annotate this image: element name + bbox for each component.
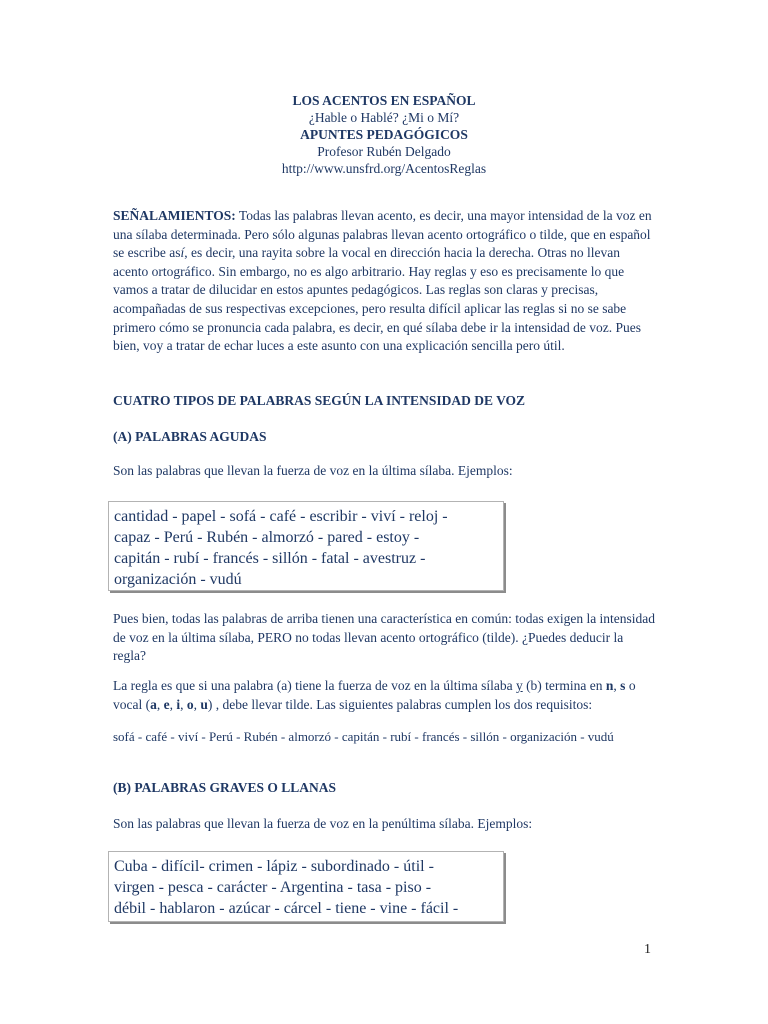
example-line: capaz - Perú - Rubén - almorzó - pared - estoy - (114, 529, 420, 546)
agudas-rule (113, 677, 658, 714)
document-subtitle: ¿Hable o Hablé? ¿Mi o Mí? (308, 110, 460, 125)
example-line: capitán - rubí - francés - sillón - fatal - avestruz - (114, 550, 426, 567)
rule-letter-n: n (605, 678, 614, 693)
rule-letter-o: o (186, 696, 194, 712)
rule-letter-i: i (176, 696, 181, 712)
example-line: Cuba - difícil- crimen - lápiz - subordinado - útil - (114, 858, 434, 875)
example-line: cantidad - papel - sofá - café - escribir - viví - reloj - (114, 508, 448, 525)
agudas-intro: Son las palabras que llevan la fuerza de voz en la última sílaba. Ejemplos: (113, 463, 513, 478)
rule-text: La regla es que si una palabra (a) tiene la fuerza de voz en la última sílaba (113, 678, 516, 693)
rule-sep: , (193, 696, 201, 712)
heading-word-types: CUATRO TIPOS DE PALABRAS SEGÚN LA INTENSIDAD DE VOZ (113, 393, 526, 408)
rule-sep: , (613, 678, 621, 693)
intro-text-a: Todas las palabras llevan acento, es decir, una mayor intensidad de la voz en una sílaba determinada. Pero sólo algunas palabras llevan acento ortográfico o tilde, que en español se escribe as (113, 208, 652, 261)
section-title: APUNTES PEDAGÓGICOS (300, 127, 468, 142)
rule-sep: , (169, 696, 177, 712)
intro-text-b: , es decir, una rayita sobre la vocal en dirección hacia la derecha. Otras no llevan acento ortográfico. Sin embargo, no es algo arbitrario. Hay reglas y eso es precisamente lo que vamos a tratar de dilucidar en estos apuntes pedagógicos. Las reglas son claras y precisas, acompañadas de sus respectivas excepciones, pero resulta difícil aplicar las reglas si no se sabe primero cómo se pronuncia cada palabra, es decir, en qué sílaba debe ir la intensidad de voz. Pues bien, voy a tratar de echar luces a este asunto con una explicación sencilla pero útil. (113, 245, 642, 354)
rule-sep: , (180, 696, 187, 712)
graves-intro: Son las palabras que llevan la fuerza de voz en la penúltima sílaba. Ejemplos: (113, 816, 533, 831)
rule-y: y (515, 678, 523, 693)
rule-letter-e: e (163, 696, 170, 712)
rule-text: (b) termina en (522, 678, 606, 693)
intro-paragraph (113, 207, 658, 356)
document-title: LOS ACENTOS EN ESPAÑOL (292, 93, 476, 108)
rule-text: ) , debe llevar tilde. Las siguientes palabras cumplen los dos requisitos: (207, 696, 593, 712)
rule-letter-a: a (150, 696, 157, 712)
source-url: http://www.unsfrd.org/AcentosReglas (281, 161, 487, 176)
example-line: débil - hablaron - azúcar - cárcel - tiene - vine - fácil - (114, 900, 459, 917)
example-line: organización - vudú (114, 571, 242, 588)
rule-sep: , (156, 696, 164, 712)
heading-agudas: (A) PALABRAS AGUDAS (113, 429, 267, 444)
intro-label: SEÑALAMIENTOS: (113, 208, 236, 223)
intro-accent-char: í (180, 245, 185, 261)
page-number: 1 (644, 942, 651, 957)
author: Profesor Rubén Delgado (317, 144, 451, 159)
agudas-paragraph: Pues bien, todas las palabras de arriba tienen una característica en común: todas exigen la intensidad de voz en la última sílaba, PERO no todas llevan acento ortográfico (tilde). ¿Puedes deducir la regla? (113, 611, 656, 664)
rule-letter-u: u (200, 696, 208, 712)
graves-examples-box (108, 851, 504, 922)
document-header (0, 92, 768, 177)
heading-graves: (B) PALABRAS GRAVES O LLANAS (113, 780, 337, 795)
rule-letter-s: s (620, 678, 626, 693)
rule-text: o vocal ( (113, 678, 636, 712)
example-line: virgen - pesca - carácter - Argentina - tasa - piso - (114, 879, 432, 896)
agudas-list: sofá - café - viví - Perú - Rubén - almorzó - capitán - rubí - francés - sillón - organización - vudú (113, 729, 614, 744)
agudas-examples-box (108, 501, 504, 591)
